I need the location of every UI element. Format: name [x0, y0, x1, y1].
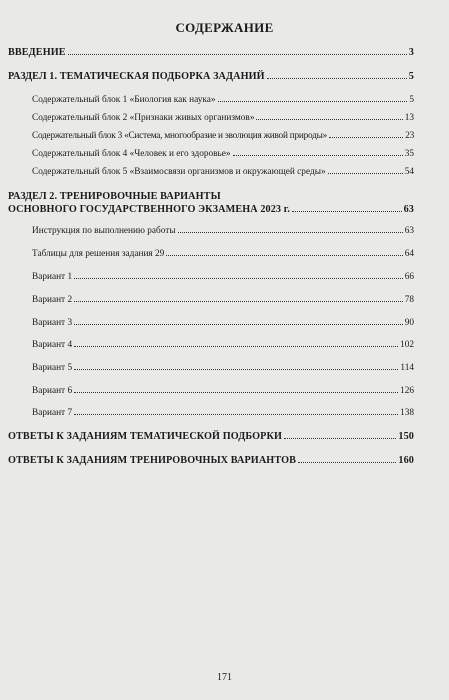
toc-page-number: 63: [404, 226, 414, 236]
toc-page-number: 3: [408, 47, 414, 58]
leader-dots: [218, 101, 408, 102]
toc-entry-label: Вариант 4: [32, 340, 73, 350]
toc-entry-block-2: [32, 113, 414, 123]
toc-entry-variant-5: [32, 363, 414, 373]
toc-entry-block-1: [32, 95, 414, 105]
toc-entry-block-3: [32, 131, 414, 141]
leader-dots: [74, 301, 403, 302]
toc-page-number: 5: [408, 71, 414, 82]
toc-entry-variant-2: [32, 295, 414, 305]
toc-page-number: 160: [398, 455, 414, 466]
leader-dots: [74, 414, 398, 415]
toc-entry-section-2-line1: РАЗДЕЛ 2. ТРЕНИРОВОЧНЫЕ ВАРИАНТЫ: [8, 191, 221, 202]
toc-entry-label: Содержательный блок 3 «Система, многообразие и эволюция живой природы»: [32, 131, 328, 141]
toc-page-number: 54: [404, 167, 414, 177]
toc-entry-label: ОТВЕТЫ К ЗАДАНИЯМ ТЕМАТИЧЕСКОЙ ПОДБОРКИ: [8, 431, 282, 442]
toc-entry-label: Содержательный блок 2 «Признаки живых организмов»: [32, 113, 255, 123]
toc-page-number: 63: [403, 204, 414, 215]
toc-entry-variant-6: [32, 386, 414, 396]
toc-entry-answers-thematic: [8, 431, 414, 442]
toc-entry-variant-1: [32, 272, 414, 282]
leader-dots: [178, 232, 403, 233]
toc-page-number: 64: [404, 249, 414, 259]
toc-entry-label: Вариант 6: [32, 386, 73, 396]
toc-page-number: 66: [404, 272, 414, 282]
page-number: 171: [217, 672, 232, 683]
leader-dots: [298, 462, 396, 463]
leader-dots: [68, 54, 407, 55]
toc-entry-answers-variants: [8, 455, 414, 466]
toc-entry-label: ВВЕДЕНИЕ: [8, 47, 66, 58]
toc-entry-section-2: [8, 204, 414, 215]
toc-entry-variant-4: [32, 340, 414, 350]
toc-entry-intro: [8, 47, 414, 58]
toc-page-number: 114: [400, 363, 414, 373]
toc-entry-section-1: [8, 71, 414, 82]
toc-entry-instruction: [32, 226, 414, 236]
toc-entry-label: РАЗДЕЛ 1. ТЕМАТИЧЕСКАЯ ПОДБОРКА ЗАДАНИЙ: [8, 71, 265, 82]
leader-dots: [74, 346, 398, 347]
toc-page-number: 90: [404, 318, 414, 328]
leader-dots: [328, 173, 403, 174]
toc-page-number: 102: [400, 340, 414, 350]
leader-dots: [74, 278, 403, 279]
leader-dots: [267, 78, 407, 79]
toc-entry-label: Содержательный блок 5 «Взаимосвязи организмов и окружающей среды»: [32, 167, 326, 177]
leader-dots: [329, 137, 403, 138]
toc-entry-variant-7: [32, 408, 414, 418]
toc-entry-tables: [32, 249, 414, 259]
leader-dots: [74, 392, 398, 393]
toc-page-number: 13: [404, 113, 414, 123]
toc-entry-label: Вариант 3: [32, 318, 73, 328]
toc-page-number: 138: [400, 408, 414, 418]
toc-entry-label: Содержательный блок 4 «Человек и его здоровье»: [32, 149, 231, 159]
toc-entry-variant-3: [32, 318, 414, 328]
toc-page-number: 35: [404, 149, 414, 159]
toc-entry-label: Содержательный блок 1 «Биология как наука»: [32, 95, 216, 105]
toc-entry-label: Таблицы для решения задания 29: [32, 249, 165, 259]
toc-entry-label: Вариант 5: [32, 363, 73, 373]
leader-dots: [256, 119, 402, 120]
toc-page-number: 150: [398, 431, 414, 442]
toc-entry-label: Инструкция по выполнению работы: [32, 226, 176, 236]
toc-page-number: 23: [405, 131, 414, 141]
toc-entry-label: ОСНОВНОГО ГОСУДАРСТВЕННОГО ЭКЗАМЕНА 2023 г.: [8, 204, 290, 215]
leader-dots: [292, 211, 402, 212]
toc-entry-label: Вариант 2: [32, 295, 73, 305]
leader-dots: [166, 255, 402, 256]
toc-page-number: 78: [404, 295, 414, 305]
toc-entry-label: Вариант 7: [32, 408, 73, 418]
toc-page-number: 5: [409, 95, 414, 105]
leader-dots: [74, 369, 398, 370]
leader-dots: [284, 438, 396, 439]
leader-dots: [74, 324, 403, 325]
page-title: СОДЕРЖАНИЕ: [175, 20, 274, 35]
leader-dots: [233, 155, 403, 156]
toc-entry-label: Вариант 1: [32, 272, 73, 282]
toc-page-number: 126: [400, 386, 414, 396]
toc-entry-block-4: [32, 149, 414, 159]
toc-entry-label: ОТВЕТЫ К ЗАДАНИЯМ ТРЕНИРОВОЧНЫХ ВАРИАНТОВ: [8, 455, 296, 466]
toc-entry-block-5: [32, 167, 414, 177]
